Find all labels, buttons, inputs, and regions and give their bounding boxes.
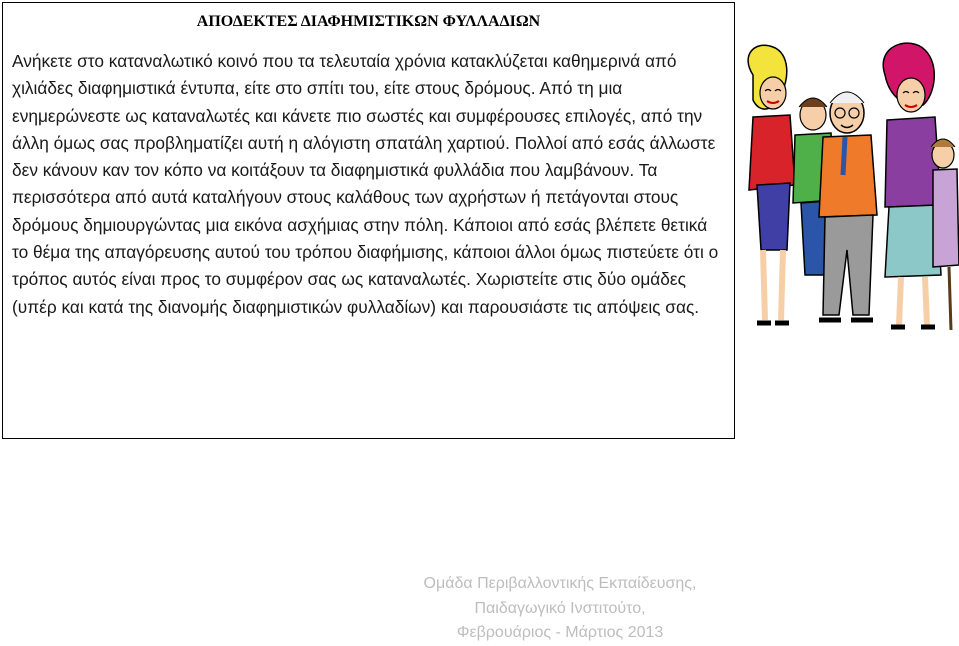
- cartoon-crowd-illustration: [735, 35, 959, 340]
- content-box: [2, 2, 735, 439]
- woman-yellow-hair: [748, 45, 795, 323]
- footer-credits: [350, 572, 770, 646]
- footer-line-group: Ομάδα Περιβαλλοντικής Εκπαίδευσης,: [423, 575, 697, 592]
- footer-line-date: Φεβρουάριος - Μάρτιος 2013: [456, 624, 664, 641]
- body-paragraph: Ανήκετε στο καταναλωτικό κοινό που τα τελευταία χρόνια κατακλύζεται καθημερινά από χιλιάδες διαφημιστικά έντυπα, είτε στο σπίτι του, είτε στους δρόμους. Από τη μια ενημερώνεστε ως καταναλωτές και κάνετε πιο σωστές και συμφέρουσες επιλογές, από την άλλη όμως σας προβληματίζει αυτή η αλόγιστη σπατάλη χαρτιού. Πολλοί από εσάς άλλωστε δεν κάνουν καν τον κόπο να κοιτάξουν τα διαφημιστικά φυλλάδια που λαμβάνουν. Τα περισσότερα από αυτά καταλήγουν στους καλάθους των αχρήστων ή πετάγονται στους δρόμους δημιουργώντας μια εικόνα ασχήμιας στην πόλη. Κάποιοι από εσάς βλέπετε θετικά το θέμα της απαγόρευσης αυτού του τρόπου διαφήμισης, κάποιοι άλλοι όμως πιστεύετε ότι ο τρόπος αυτός είναι προς το συμφέρον σας ως καταναλωτές. Χωριστείτε στις δύο ομάδες (υπέρ και κατά της διανομής διαφημιστικών φυλλαδίων) και παρουσιάστε τις απόψεις σας.: [12, 51, 719, 317]
- document-title: ΑΠΟΔΕΚΤΕΣ ΔΙΑΦΗΜΙΣΤΙΚΩΝ ΦΥΛΛΑΔΙΩΝ: [196, 13, 541, 30]
- man-orange-shirt: [819, 92, 877, 320]
- footer-line-institute: Παιδαγωγικό Ινστιτούτο,: [474, 599, 646, 617]
